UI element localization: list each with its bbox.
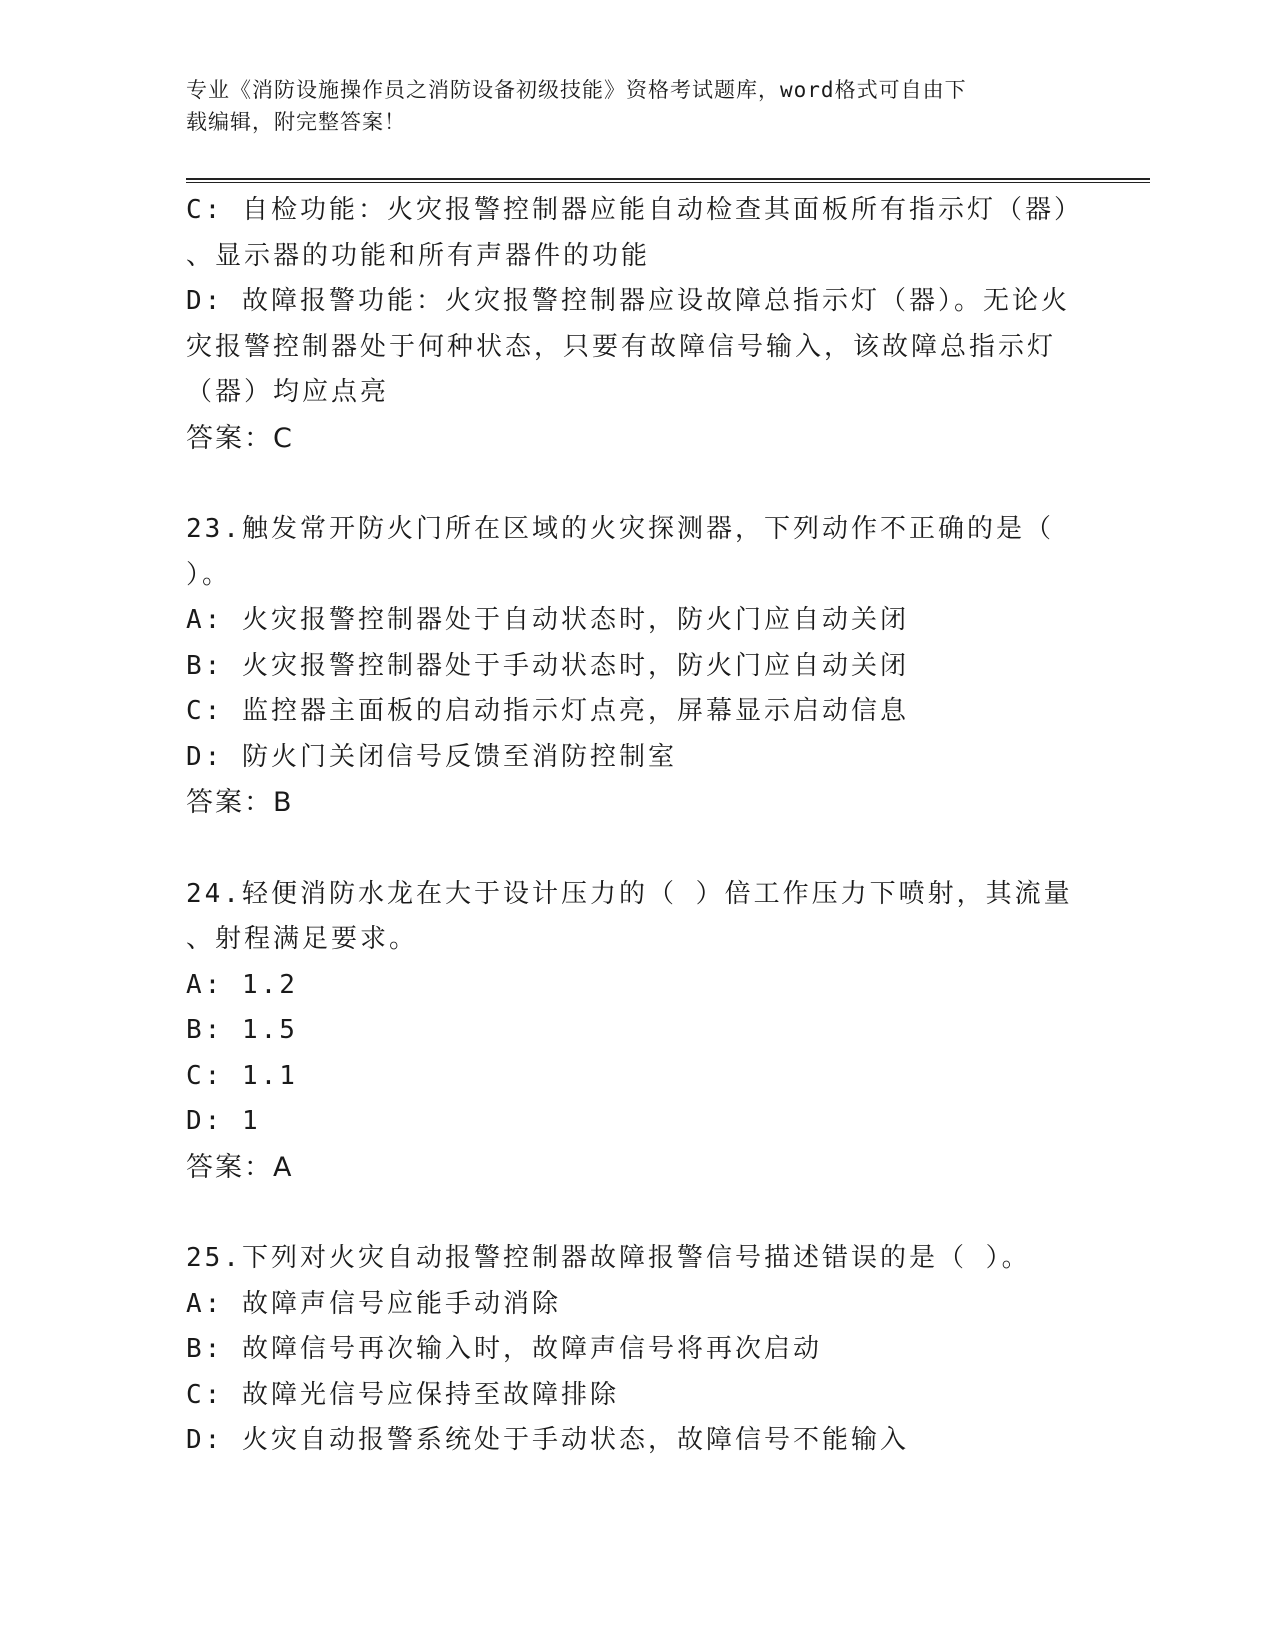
header-line-2: 载编辑，附完整答案！ bbox=[186, 110, 406, 134]
option-d: D: 故障报警功能：火灾报警控制器应设故障总指示灯（器）。无论火 bbox=[186, 286, 1070, 316]
option-b: B: 1.5 bbox=[186, 1015, 298, 1045]
question-stem: 24.轻便消防水龙在大于设计压力的（ ）倍工作压力下喷射，其流量 bbox=[186, 878, 1073, 909]
option-c-continued: 、显示器的功能和所有声器件的功能 bbox=[186, 240, 651, 271]
option-b: B: 火灾报警控制器处于手动状态时，防火门应自动关闭 bbox=[186, 650, 909, 681]
question-stem: 23.触发常开防火门所在区域的火灾探测器，下列动作不正确的是（ bbox=[186, 514, 1054, 544]
question-stem: 25.下列对火灾自动报警控制器故障报警信号描述错误的是（ ）。 bbox=[186, 1243, 1031, 1273]
header-line-1: 专业《消防设施操作员之消防设备初级技能》资格考试题库，word格式可自由下 bbox=[186, 78, 967, 102]
option-a: A: 故障声信号应能手动消除 bbox=[186, 1288, 561, 1319]
option-a: A: 火灾报警控制器处于自动状态时，防火门应自动关闭 bbox=[186, 605, 909, 635]
option-d: D: 1 bbox=[186, 1106, 261, 1136]
option-c: C: 自检功能：火灾报警控制器应能自动检查其面板所有指示灯（器） bbox=[186, 195, 1083, 225]
question-25 bbox=[186, 1236, 1086, 1464]
option-c: C: 1.1 bbox=[186, 1060, 298, 1091]
answer: 答案：C bbox=[186, 422, 294, 454]
header-divider bbox=[186, 178, 1150, 183]
option-b: B: 故障信号再次输入时，故障声信号将再次启动 bbox=[186, 1334, 822, 1364]
question-22-continued bbox=[186, 188, 1086, 461]
question-stem-continued: 、射程满足要求。 bbox=[186, 924, 419, 954]
question-list bbox=[186, 188, 1086, 1464]
question-24 bbox=[186, 872, 1086, 1191]
answer: 答案：A bbox=[186, 1151, 294, 1183]
option-a: A: 1.2 bbox=[186, 969, 298, 1000]
option-c: C: 监控器主面板的启动指示灯点亮，屏幕显示启动信息 bbox=[186, 696, 909, 726]
option-d: D: 防火门关闭信号反馈至消防控制室 bbox=[186, 741, 677, 772]
question-23 bbox=[186, 507, 1086, 826]
option-d-continued: （器）均应点亮 bbox=[186, 377, 390, 407]
page-header bbox=[186, 74, 1066, 138]
question-stem-continued: ）。 bbox=[186, 559, 232, 590]
option-c: C: 故障光信号应保持至故障排除 bbox=[186, 1379, 619, 1410]
option-d-continued: 灾报警控制器处于何种状态，只要有故障信号输入，该故障总指示灯 bbox=[186, 331, 1057, 362]
answer: 答案：B bbox=[186, 787, 294, 818]
option-d: D: 火灾自动报警系统处于手动状态，故障信号不能输入 bbox=[186, 1425, 909, 1455]
